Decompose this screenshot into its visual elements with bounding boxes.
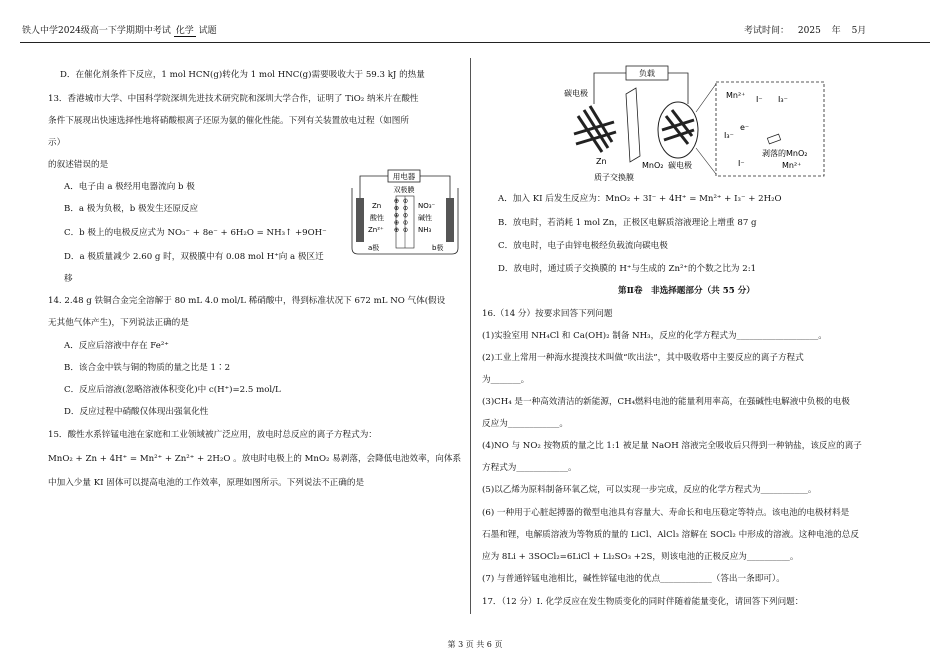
- b-pole-label: b极: [432, 244, 444, 252]
- exam-name: 铁人中学2024级高一下学期期中考试: [22, 26, 171, 36]
- nh3-label: NH₃: [418, 226, 432, 234]
- zn-label: Zn: [372, 202, 382, 210]
- i3b-label: I₃⁻: [724, 131, 734, 140]
- flaked-label: 剥落的MnO₂: [762, 149, 808, 158]
- mn2b-label: Mn²⁺: [782, 161, 802, 170]
- q17-title: 17．（12 分）Ⅰ. 化学反应在发生物质变化的同时伴随着能量变化，请回答下列问题：: [482, 597, 804, 607]
- q16-7: (7) 与普通锌锰电池相比，碱性锌锰电池的优点____________（答出一条即可）。: [482, 574, 785, 584]
- q16-2-line2: 为_______。: [482, 375, 530, 385]
- q13-option-d-line1: D．a 极质量减少 2.60 g 时，双极膜中有 0.08 mol H⁺向 a 极区迁: [64, 252, 324, 262]
- pem-label: 质子交换膜: [594, 173, 634, 182]
- q13-stem-3: 示）: [48, 138, 66, 148]
- q15-option-c: C．放电时，电子由锌电极经负载流向碳电极: [498, 241, 668, 251]
- q13-stem-4: 的叙述错误的是: [48, 160, 109, 170]
- section-heading: 第Ⅱ卷 非选择题部分（共 55 分）: [618, 286, 755, 296]
- device-label: 用电器: [392, 172, 416, 181]
- q16-2-line1: (2)工业上常用一种海水提溴技术叫做“吹出法”，其中吸收塔中主要反应的离子方程式: [482, 353, 804, 363]
- wire-right: [420, 176, 450, 198]
- time-label: 考试时间：: [744, 26, 790, 36]
- acid-label: 酸性: [370, 214, 384, 222]
- pem: [626, 88, 640, 162]
- a-pole-label: a极: [368, 244, 380, 252]
- title-suffix: 试题: [198, 26, 217, 36]
- q13-stem-2: 条件下展现出快速选择性地将硝酸根离子还原为氨的催化性能。下列有关装置放电过程（如图所: [48, 116, 409, 126]
- e-label: e⁻: [740, 123, 750, 132]
- mno2-label: MnO₂: [642, 161, 664, 170]
- no3-label: NO₃⁻: [418, 202, 436, 210]
- q13-option-c: C．b 极上的电极反应式为 NO₃⁻ + 8e⁻ + 6H₂O = NH₃↑ +9OH⁻: [64, 228, 327, 238]
- zn-label: Zn: [596, 157, 607, 166]
- i-minus-b-label: I⁻: [738, 159, 745, 168]
- q15-stem-1: 15．酸性水系锌锰电池在家庭和工业领域被广泛应用，放电时总反应的离子方程式为：: [48, 430, 377, 440]
- q16-3-line1: (3)CH₄ 是一种高效清洁的新能源，CH₄燃料电池的能量利用率高，在强碱性电解液中负极的电极: [482, 397, 850, 407]
- i3-label: I₃⁻: [778, 95, 788, 104]
- q15-stem-2: MnO₂ + Zn + 4H⁺ = Mn²⁺ + Zn²⁺ + 2H₂O 。放电时电极上的 MnO₂ 易剥落，会降低电池效率，向体系: [48, 454, 462, 464]
- q13-stem-1: 13．香港城市大学、中国科学院深圳先进技术研究院和深圳大学合作，证明了 TiO₂ 纳米片在酸性: [48, 94, 419, 104]
- time-month: 5月: [851, 26, 867, 36]
- q16-4-line2: 方程式为____________。: [482, 463, 577, 473]
- exam-time: [744, 26, 866, 37]
- q16-6-line2: 石墨和锂，电解质溶液为等物质的量的 LiCl、AlCl₃ 溶解在 SOCl₂ 中形成的溶液。这种电池的总反: [482, 530, 859, 540]
- electrode-a: [356, 198, 364, 242]
- alk-label: 碱性: [418, 214, 432, 222]
- q13-option-b: B．a 极为负极，b 极发生还原反应: [64, 204, 199, 214]
- q16-1: (1)实验室用 NH₄Cl 和 Ca(OH)₂ 制备 NH₃，反应的化学方程式为___________________。: [482, 331, 827, 341]
- q16-6-line1: (6) 一种用于心脏起搏器的微型电池具有容量大、寿命长和电压稳定等特点。该电池的电极材料是: [482, 508, 850, 518]
- carbon-left-label: 碳电极: [564, 89, 588, 98]
- load-label: 负载: [639, 69, 655, 78]
- minus-column: ⊖⊖⊖⊖⊖: [401, 198, 410, 235]
- q15-option-b: B．放电时，若消耗 1 mol Zn，正极区电解质溶液理论上增重 87 g: [498, 218, 757, 228]
- header-rule: [20, 42, 930, 43]
- wire-left: [360, 176, 388, 198]
- q16-6-line3: 应为 8Li + 3SOCl₂=6LiCl + Li₂SO₃ +2S，则该电池的正极反应为__________。: [482, 552, 799, 562]
- q12-option-d: D．在催化剂条件下反应，1 mol HCN(g)转化为 1 mol HNC(g)需要吸收大于 59.3 kJ 的热量: [60, 70, 425, 80]
- zn-mesh: [574, 106, 616, 152]
- q14-option-a: A．反应后溶液中存在 Fe²⁺: [64, 341, 169, 351]
- mn2-label: Mn²⁺: [726, 91, 746, 100]
- zn-ion-label: Zn²⁺: [368, 226, 384, 234]
- q16-title: 16.（14 分）按要求回答下列问题: [482, 309, 613, 319]
- q15-stem-3: 中加入少量 KI 固体可以提高电池的工作效率，原理如图所示。下列说法不正确的是: [48, 478, 365, 488]
- membrane-label: 双极膜: [393, 186, 415, 194]
- page-footer: 第 3 页 共 6 页: [447, 640, 503, 649]
- q14-stem-1: 14. 2.48 g 铁铜合金完全溶解于 80 mL 4.0 mol/L 稀硝酸中，得到标准状况下 672 mL NO 气体(假设: [48, 296, 446, 306]
- q14-option-d: D．反应过程中硝酸仅体现出强氧化性: [64, 407, 209, 417]
- subject: 化学: [175, 26, 194, 36]
- q13-option-a: A．电子由 a 极经用电器流向 b 极: [64, 182, 195, 192]
- carbon-right-label: 碳电极: [668, 161, 692, 170]
- q14-option-c: C．反应后溶液(忽略溶液体积变化)中 c(H⁺)=2.5 mol/L: [64, 385, 281, 395]
- header-title: [22, 26, 217, 37]
- q13-option-d-line2: 移: [64, 274, 73, 284]
- q16-4-line1: (4)NO 与 NO₂ 按物质的量之比 1:1 被足量 NaOH 溶液完全吸收后只得到一种钠盐，该反应的离子: [482, 441, 862, 451]
- column-divider: [470, 58, 471, 614]
- q14-option-b: B．该合金中铁与铜的物质的量之比是 1∶2: [64, 363, 231, 373]
- electrode-b: [446, 198, 454, 242]
- time-year: 2025: [797, 26, 821, 36]
- q15-option-a: A．加入 KI 后发生反应为：MnO₂ + 3I⁻ + 4H⁺ = Mn²⁺ + I₃⁻ + 2H₂O: [498, 194, 782, 204]
- q14-stem-2: 无其他气体产生)，下列说法正确的是: [48, 318, 189, 328]
- q16-3-line2: 反应为____________。: [482, 419, 568, 429]
- time-year-unit: 年: [831, 26, 841, 36]
- q15-cell-diagram: [556, 64, 828, 186]
- i-minus-label: I⁻: [756, 95, 763, 104]
- plus-column: ⊕⊕⊕⊕⊕: [392, 198, 401, 235]
- q13-cell-diagram: [346, 168, 466, 258]
- q15-option-d: D．放电时，通过质子交换膜的 H⁺与生成的 Zn²⁺的个数之比为 2:1: [498, 264, 757, 274]
- q16-5: (5)以乙烯为原料制备环氧乙烷，可以实现一步完成，反应的化学方程式为___________。: [482, 485, 817, 495]
